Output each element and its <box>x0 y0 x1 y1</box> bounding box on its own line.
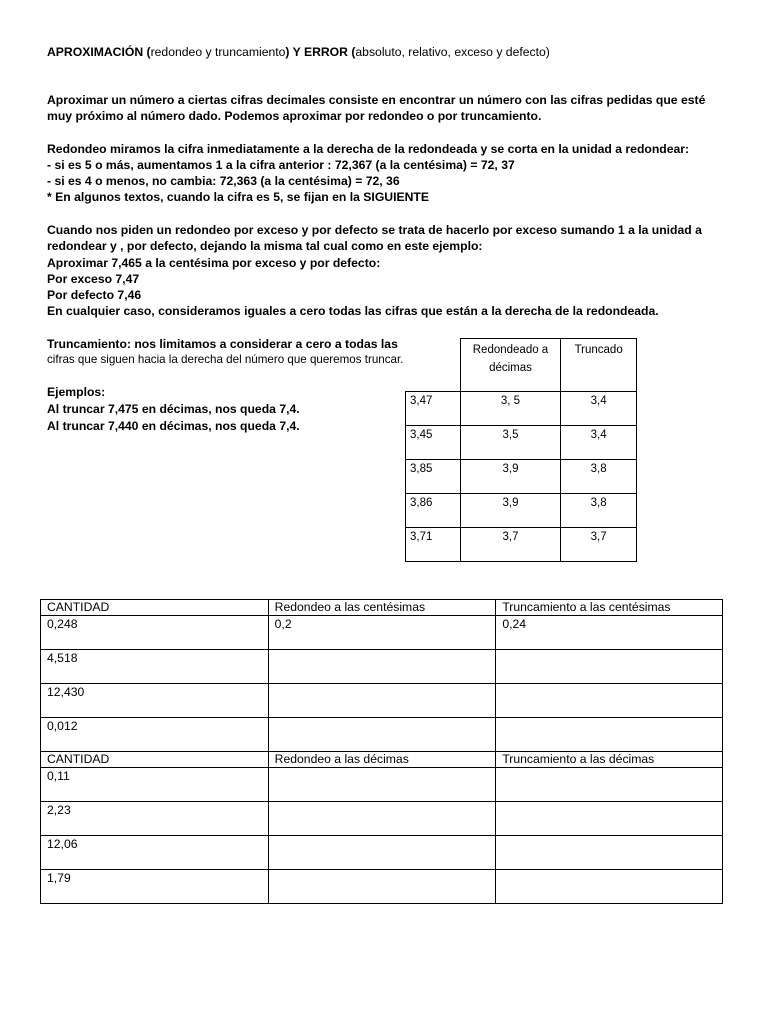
header-cell: Redondeo a las décimas <box>268 752 496 768</box>
answer-cell[interactable] <box>268 718 496 752</box>
table-row <box>406 494 637 528</box>
table-cell: 3,4 <box>561 426 637 460</box>
table-row <box>41 684 723 718</box>
answer-cell[interactable] <box>268 836 496 870</box>
table-cell: 3,71 <box>406 528 461 562</box>
quantity-cell: 12,06 <box>41 836 269 870</box>
quantity-cell: 4,518 <box>41 650 269 684</box>
answer-cell[interactable] <box>496 870 723 904</box>
quantity-cell: 0,248 <box>41 616 269 650</box>
table-row <box>41 650 723 684</box>
page-title: APROXIMACIÓN (redondeo y truncamiento) Y ERROR (absoluto, relativo, exceso y defecto) <box>47 45 550 59</box>
answer-cell[interactable] <box>496 802 723 836</box>
table-cell: 3,5 <box>460 426 561 460</box>
redondeo-rule-1: - si es 5 o más, aumentamos 1 a la cifra anterior : 72,367 (a la centésima) = 72, 37 <box>47 158 515 172</box>
quantity-cell: 1,79 <box>41 870 269 904</box>
header-cell <box>406 339 461 392</box>
table-row <box>41 870 723 904</box>
table-row <box>406 528 637 562</box>
table-row <box>41 718 723 752</box>
exercise-table <box>40 599 723 904</box>
intro-line-2: muy próximo al número dado. Podemos aproximar por redondeo o por truncamiento. <box>47 109 542 123</box>
answer-cell[interactable] <box>496 650 723 684</box>
answer-cell[interactable]: 0,24 <box>496 616 723 650</box>
answer-cell[interactable] <box>268 870 496 904</box>
answer-cell[interactable] <box>268 802 496 836</box>
ejemplos-title: Ejemplos: <box>47 385 106 399</box>
table-row <box>406 460 637 494</box>
header-cell: Truncamiento a las centésimas <box>496 600 723 616</box>
table-row <box>41 836 723 870</box>
answer-cell[interactable] <box>496 836 723 870</box>
answer-cell[interactable] <box>496 768 723 802</box>
redondeo-heading: Redondeo miramos la cifra inmediatamente a la derecha de la redondeada y se corta en la unidad a redondear: <box>47 142 690 156</box>
header-cell: Redondeo a las centésimas <box>268 600 496 616</box>
exceso-line-2: redondear y , por defecto, dejando la misma tal cual como en este ejemplo: <box>47 239 483 253</box>
table-cell: 3,8 <box>561 460 637 494</box>
header-cell: CANTIDAD <box>41 600 269 616</box>
truncamiento-line-1: Truncamiento: nos limitamos a considerar a cero a todas las <box>47 337 398 351</box>
table-header-row <box>406 339 637 392</box>
quantity-cell: 0,012 <box>41 718 269 752</box>
table-row <box>406 426 637 460</box>
answer-cell[interactable] <box>268 650 496 684</box>
answer-cell[interactable] <box>268 768 496 802</box>
table-row <box>41 616 723 650</box>
exceso-line-6: En cualquier caso, consideramos iguales a cero todas las cifras que están a la derecha de la redondeada. <box>47 304 659 318</box>
exceso-line-5: Por defecto 7,46 <box>47 288 142 302</box>
table-row <box>406 392 637 426</box>
ejemplo-1: Al truncar 7,475 en décimas, nos queda 7,4. <box>47 402 300 416</box>
table-cell: 3,4 <box>561 392 637 426</box>
exceso-line-1: Cuando nos piden un redondeo por exceso y por defecto se trata de hacerlo por exceso sumando 1 a la unidad a <box>47 223 702 237</box>
header-cell: CANTIDAD <box>41 752 269 768</box>
table-header-row <box>41 752 723 768</box>
table-cell: 3,9 <box>460 460 561 494</box>
header-cell: Redondeado a décimas <box>460 339 561 392</box>
exceso-line-3: Aproximar 7,465 a la centésima por exceso y por defecto: <box>47 256 381 270</box>
exceso-line-4: Por exceso 7,47 <box>47 272 140 286</box>
table-cell: 3,7 <box>460 528 561 562</box>
table-cell: 3,7 <box>561 528 637 562</box>
intro-line-1: Aproximar un número a ciertas cifras decimales consiste en encontrar un número con las cifras pedidas que esté <box>47 93 706 107</box>
answer-cell[interactable] <box>268 684 496 718</box>
table-cell: 3,9 <box>460 494 561 528</box>
header-cell: Truncado <box>561 339 637 392</box>
table-row <box>41 802 723 836</box>
answer-cell[interactable] <box>496 684 723 718</box>
ejemplo-2: Al truncar 7,440 en décimas, nos queda 7,4. <box>47 419 300 433</box>
table-cell: 3,8 <box>561 494 637 528</box>
table-cell: 3,86 <box>406 494 461 528</box>
quantity-cell: 2,23 <box>41 802 269 836</box>
table-cell: 3, 5 <box>460 392 561 426</box>
table-cell: 3,85 <box>406 460 461 494</box>
truncamiento-line-2: cifras que siguen hacia la derecha del número que queremos truncar. <box>47 353 404 366</box>
answer-cell[interactable]: 0,2 <box>268 616 496 650</box>
answer-cell[interactable] <box>496 718 723 752</box>
table-row <box>41 768 723 802</box>
quantity-cell: 12,430 <box>41 684 269 718</box>
redondeo-rule-2: - si es 4 o menos, no cambia: 72,363 (a la centésima) = 72, 36 <box>47 174 400 188</box>
table-cell: 3,45 <box>406 426 461 460</box>
table-cell: 3,47 <box>406 392 461 426</box>
redondeo-note: * En algunos textos, cuando la cifra es 5, se fijan en la SIGUIENTE <box>47 190 429 204</box>
header-cell: Truncamiento a las décimas <box>496 752 723 768</box>
quantity-cell: 0,11 <box>41 768 269 802</box>
rounding-example-table <box>405 338 637 562</box>
table-header-row <box>41 600 723 616</box>
